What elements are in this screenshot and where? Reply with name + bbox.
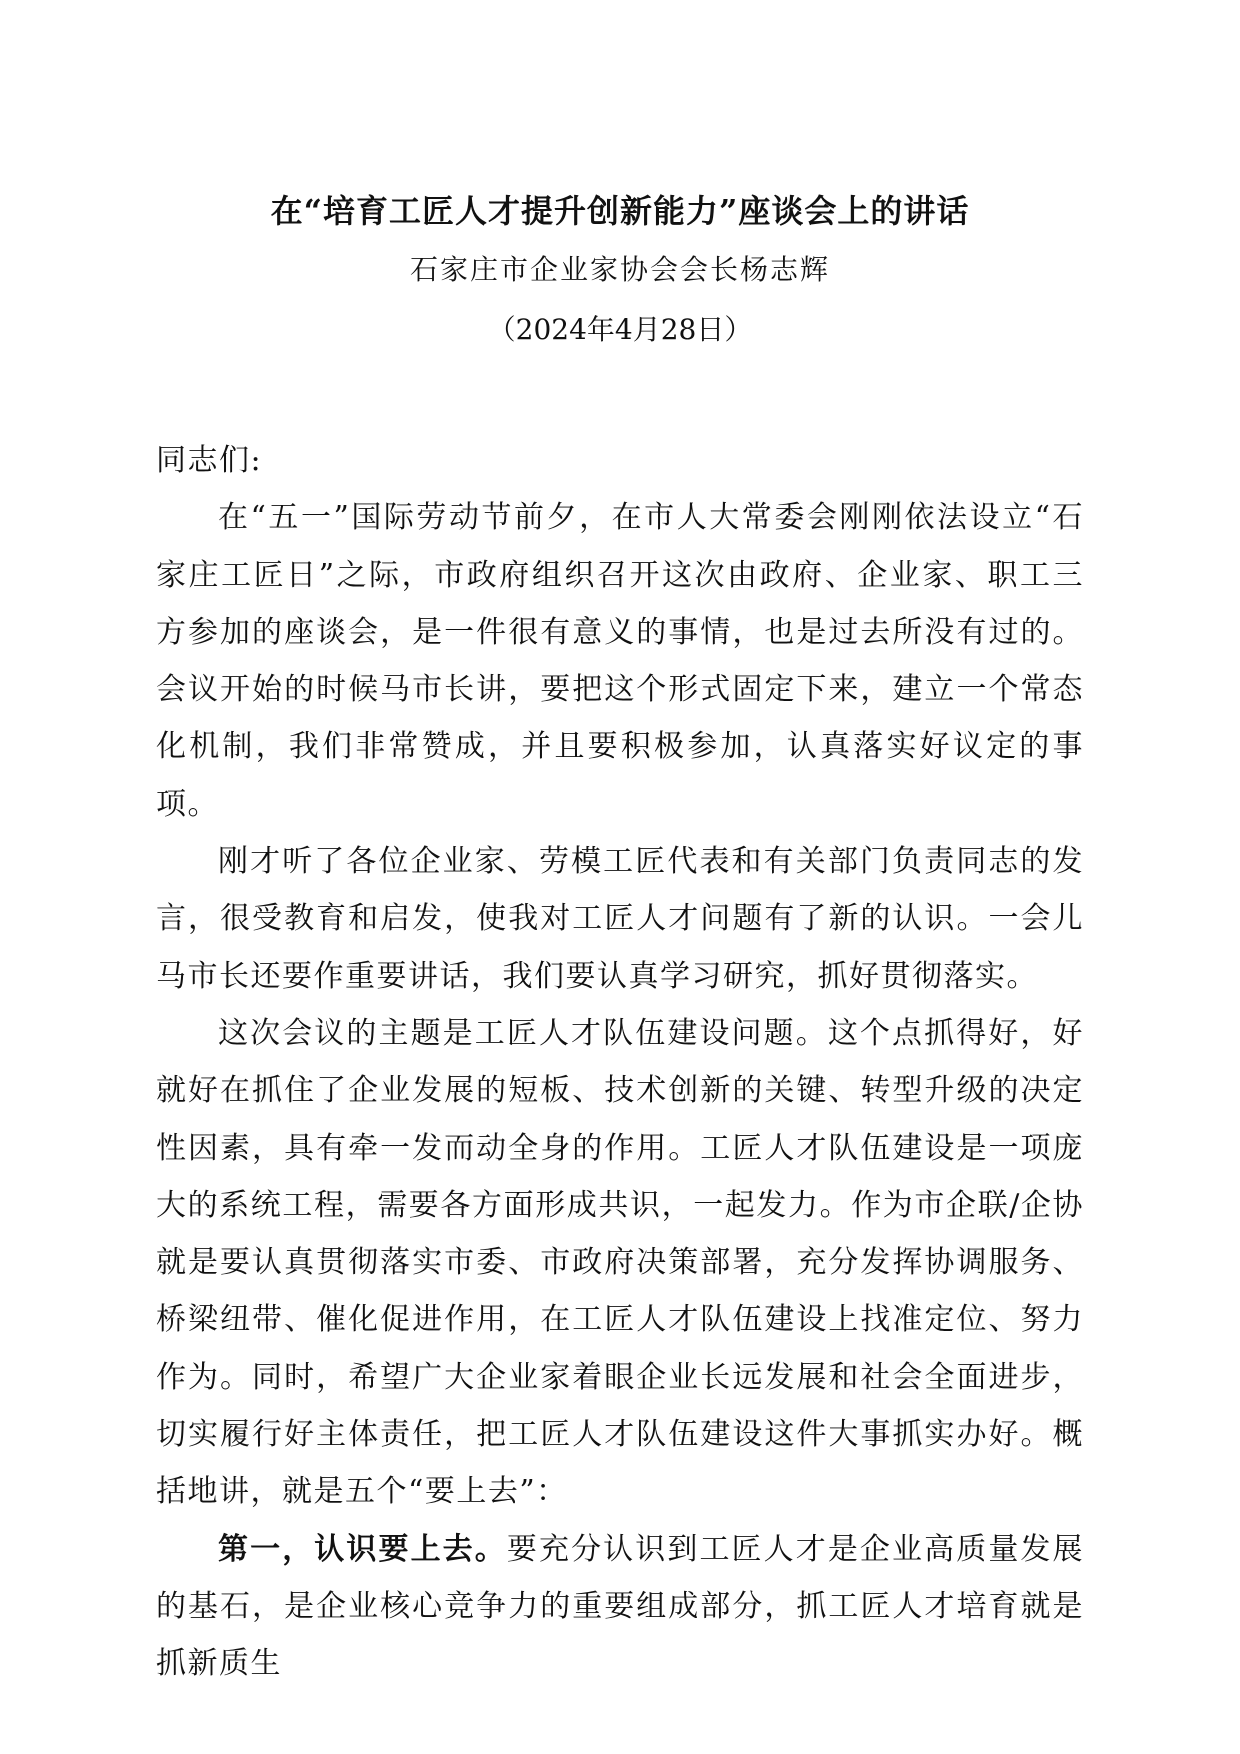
speaker-line: 石家庄市企业家协会会长杨志辉 — [409, 253, 830, 286]
point-one-text: 要充分认识到工匠人才是企业高质量发展的基石，是企业核心竞争力的重要组成部分，抓工匠人才培育就是抓新质生 — [156, 1531, 1085, 1682]
speech-title: 在“培育工匠人才提升创新能力”座谈会上的讲话 — [270, 192, 970, 230]
paragraph-1: 在“五一”国际劳动节前夕，在市人大常委会刚刚依法设立“石家庄工匠日”之际，市政府组织召开这次由政府、企业家、职工三方参加的座谈会，是一件很有意义的事情，也是过去所没有过的。会议开始的时候马市长讲，要把这个形式固定下来，建立一个常态化机制，我们非常赞成，并且要积极参加，认真落实好议定的事项。 — [156, 500, 1084, 822]
speech-body — [156, 432, 1084, 1693]
speech-date: （2024年4月28日） — [487, 313, 753, 346]
paragraph-3: 这次会议的主题是工匠人才队伍建设问题。这个点抓得好，好就好在抓住了企业发展的短板、技术创新的关键、转型升级的决定性因素，具有牵一发而动全身的作用。工匠人才队伍建设是一项庞大的系统工程，需要各方面形成共识，一起发力。作为市企联/企协就是要认真贯彻落实市委、市政府决策部署，充分发挥协调服务、桥梁纽带、催化促进作用，在工匠人才队伍建设上找准定位、努力作为。同时，希望广大企业家着眼企业长远发展和社会全面进步，切实履行好主体责任，把工匠人才队伍建设这件大事抓实办好。概括地讲，就是五个“要上去”： — [156, 1015, 1084, 1510]
point-one-paragraph — [156, 1521, 1084, 1693]
paragraph-2: 刚才听了各位企业家、劳模工匠代表和有关部门负责同志的发言，很受教育和启发，使我对工匠人才问题有了新的认识。一会儿马市长还要作重要讲话，我们要认真学习研究，抓好贯彻落实。 — [156, 844, 1084, 994]
salutation: 同志们: — [156, 443, 263, 478]
point-one-heading: 第一，认识要上去。 — [218, 1531, 507, 1567]
